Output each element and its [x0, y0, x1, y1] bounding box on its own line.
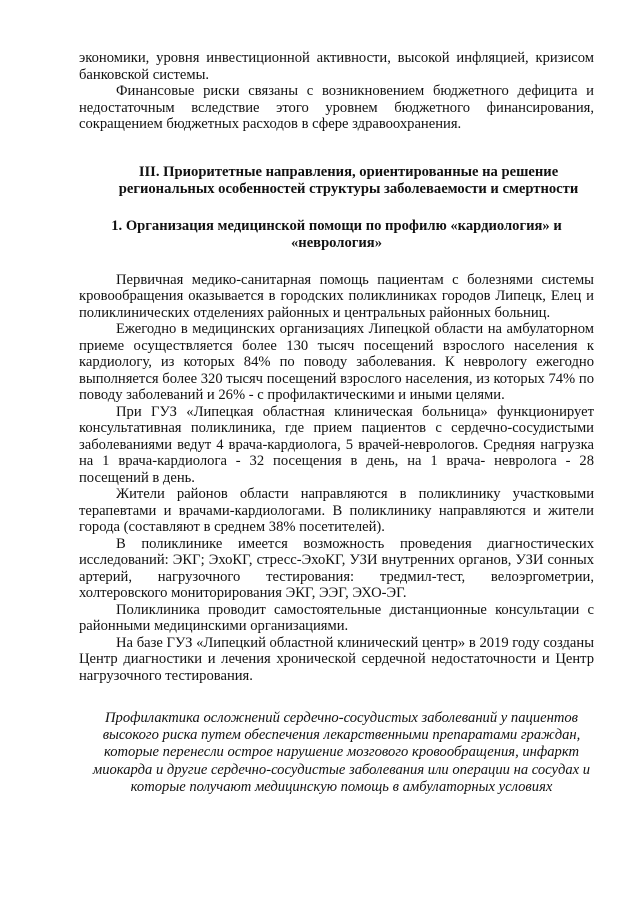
body-paragraph-remote-consultations: Поликлиника проводит самостоятельные дистанционные консультации с районными медицинскими организациями. — [79, 601, 594, 634]
italic-heading: Профилактика осложнений сердечно-сосудистых заболеваний у пациентов высокого риска путем обеспечения лекарственными препаратами граждан, которые перенесли острое нарушение мозгового кровообращения, инфаркт миокарда и другие сердечно-сосудистые заболевания или операции на сосудах и которые получают медицинскую помощь в амбулаторных условиях — [92, 710, 591, 795]
body-paragraph-diagnostics: В поликлинике имеется возможность проведения диагностических исследований: ЭКГ; ЭхоКГ, стресс-ЭхоКГ, УЗИ внутренних органов, УЗИ сонных артерий, нагрузочного тестирования: тредмил-тест, велоэргометрии, холтеровского мониторирования ЭКГ, ЭЭГ, ЭХО-ЭГ. — [79, 535, 594, 601]
intro-paragraph-financial-risks: Финансовые риски связаны с возникновением бюджетного дефицита и недостаточным вследствие этого уровнем бюджетного финансирования, сокращением бюджетных расходов в сфере здравоохранения. — [79, 83, 594, 132]
subsection-title: 1. Организация медицинской помощи по профилю «кардиология» и «неврология» — [111, 217, 562, 251]
body-paragraph-regional-hospital: При ГУЗ «Липецкая областная клиническая больница» функционирует консультативная поликлиника, где прием пациентов с сердечно-сосудистыми заболеваниями ведут 4 врача-кардиолога, 5 врачей-неврологов. Средняя нагрузка на 1 врача-кардиолога - 32 посещения в день, на 1 врача- невролога - 28 посещений в день. — [79, 403, 594, 486]
intro-paragraph-continuation: экономики, уровня инвестиционной активности, высокой инфляцией, кризисом банковской системы. — [79, 50, 594, 83]
body-paragraph-primary-care: Первичная медико-санитарная помощь пациентам с болезнями системы кровообращения оказывается в городских поликлиниках городов Липецк, Елец и поликлинических отделениях районных и центральных районных больниц. — [79, 271, 594, 321]
body-paragraph-clinical-center: На базе ГУЗ «Липецкий областной клинический центр» в 2019 году созданы Центр диагностики и лечения хронической сердечной недостаточности и Центр нагрузочного тестирования. — [79, 634, 594, 684]
section-title: III. Приоритетные направления, ориентированные на решение региональных особенностей структуры заболеваемости и смертности — [118, 163, 579, 197]
document-page — [79, 50, 594, 796]
body-paragraph-annual-visits: Ежегодно в медицинских организациях Липецкой области на амбулаторном приеме осуществляется более 130 тысяч посещений взрослого населения к кардиологу, из которых 84% по поводу заболевания. К неврологу ежегодно выполняется более 320 тысяч посещений взрослого населения, из которых 74% по поводу заболеваний и 26% - с профилактическими и иными целями. — [79, 321, 594, 403]
body-paragraph-referrals: Жители районов области направляются в поликлинику участковыми терапевтами и врачами-кардиологами. В поликлинику направляются и жители города (составляют в среднем 38% посетителей). — [79, 486, 594, 535]
